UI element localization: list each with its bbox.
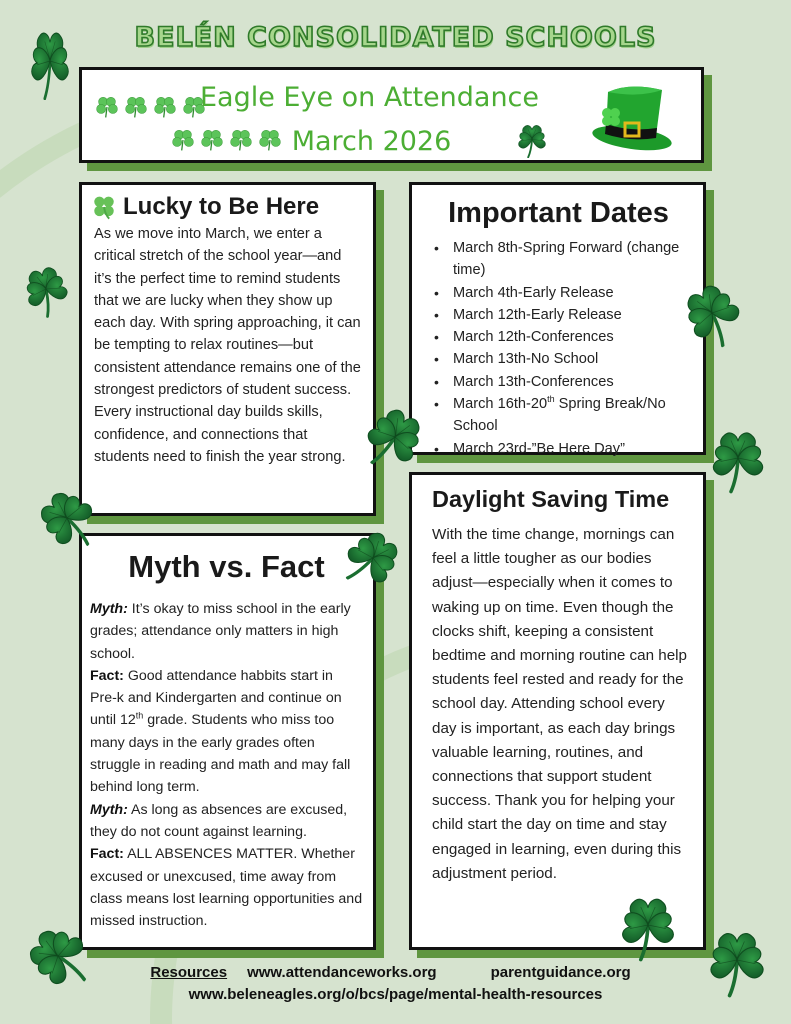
date-item: • March 12th-Conferences [424, 326, 693, 348]
resources-footer [0, 962, 791, 1006]
dst-body: With the time change, mornings can feel a little tougher as our bodies adjust—especially when it comes to waking up on time. Even though the clocks shift, keeping a consistent bedtime and morning routine can help students feel rested and ready for the school day. Attending school every day is important, as each day brings valuable learning, routines, and connections that support student success. Thank you for helping your child start the day on time and stay engaged in learning, even during this adjustment period. [432, 526, 687, 882]
date-item: • March 4th-Early Release [424, 282, 693, 304]
date-item: • March 23rd-”Be Here Day” [424, 438, 693, 460]
shamrock-icon [10, 250, 81, 328]
resource-link[interactable]: www.attendanceworks.org [247, 964, 437, 981]
lucky-body: As we move into March, we enter a critical stretch of the school year—and it’s the perfect time to remind students that we are lucky when they show up each day. With spring approaching, it can be tempting to relax routines—but consistent attendance remains one of the strongest predictors of student success. Every instructional day builds skills, confidence, and connections that students need to finish the year strong. [94, 226, 361, 465]
newsletter-title: Eagle Eye on Attendance [199, 82, 540, 113]
newsletter-header [79, 67, 704, 163]
dates-title: Important Dates [448, 197, 669, 229]
myth-entry: Myth: It’s okay to miss school in the early grades; attendance only matters in high school. [90, 601, 351, 662]
myth-vs-fact-section [79, 533, 376, 950]
myth-entry: Myth: As long as absences are excused, they do not count against learning. [90, 801, 348, 840]
lucky-to-be-here-section [79, 182, 376, 516]
date-item: • March 12th-Early Release [424, 304, 693, 326]
resource-link[interactable]: www.beleneagles.org/o/bcs/page/mental-health-resources [188, 986, 603, 1003]
date-item: • March 16th-20th Spring Break/No School [424, 393, 693, 438]
shamrock-icon [700, 918, 774, 1002]
four-leaf-clover-icon [91, 194, 117, 220]
fact-entry: Fact: Good attendance habbits start in Pre-k and Kindergarten and continue on until 12th grade. Students who miss too many days in the early grades often struggle in reading and math and may fall behind long term. [90, 667, 351, 796]
section-heading [91, 191, 361, 223]
shamrock-icon [612, 885, 684, 965]
shamrock-icon [703, 418, 773, 498]
dates-list [424, 237, 693, 460]
important-dates-section [409, 182, 706, 455]
daylight-saving-time-section [409, 472, 706, 950]
newsletter-date: March 2026 [291, 126, 452, 157]
leprechaun-hat-icon [590, 80, 674, 154]
date-item: • March 13th-No School [424, 348, 693, 370]
resource-link[interactable]: parentguidance.org [490, 964, 631, 981]
fact-entry: Fact: ALL ABSENCES MATTER. Whether excused or unexcused, time away from class means lost learning opportunities and missed instruction. [90, 846, 363, 930]
date-item: • March 8th-Spring Forward (change time) [424, 237, 693, 282]
date-item: • March 13th-Conferences [424, 371, 693, 393]
myth-body [90, 598, 363, 932]
resources-label: Resources [150, 964, 228, 981]
shamrock-icon [512, 120, 552, 158]
school-name-masthead: BELÉN CONSOLIDATED SCHOOLS [134, 22, 657, 53]
lucky-title: Lucky to Be Here [123, 193, 320, 220]
shamrock-icon [24, 22, 76, 100]
dst-title: Daylight Saving Time [432, 486, 670, 512]
myth-title: Myth vs. Fact [128, 549, 325, 584]
